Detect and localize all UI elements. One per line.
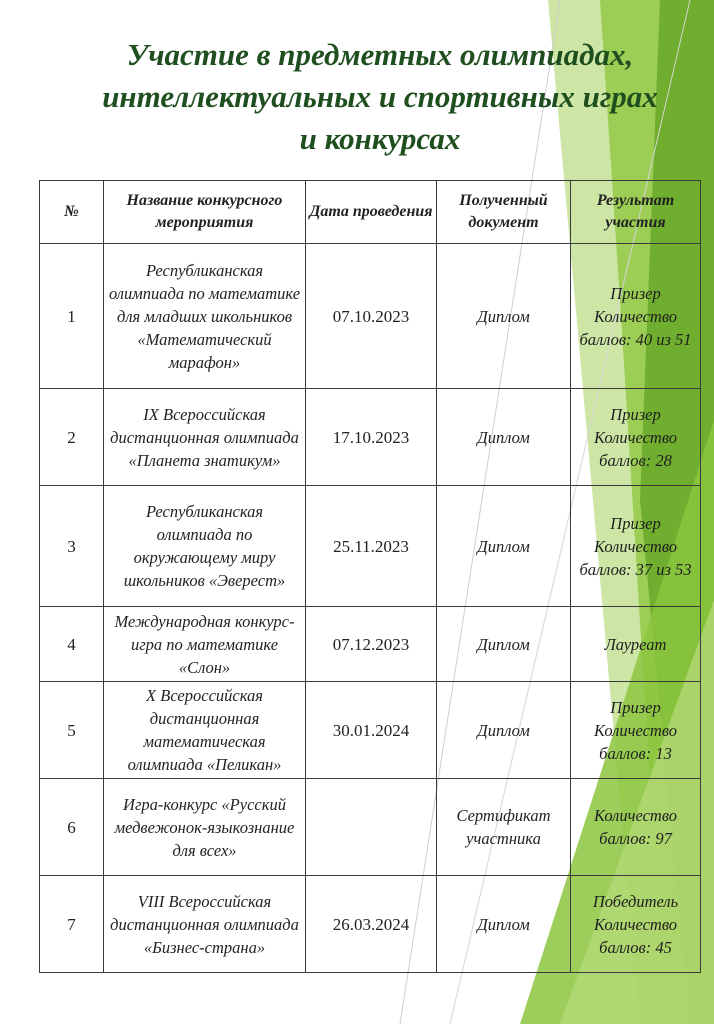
document: Диплом [437, 876, 571, 973]
document: Сертификат участника [437, 779, 571, 876]
table-row [40, 682, 701, 779]
title-line-2: интеллектуальных и спортивных играх [102, 79, 658, 114]
header-number: № [40, 181, 104, 244]
table-header-row [40, 181, 701, 244]
header-document: Полученный документ [437, 181, 571, 244]
event-date: 30.01.2024 [306, 682, 437, 779]
event-date: 07.12.2023 [306, 607, 437, 682]
table-row [40, 486, 701, 607]
event-name: X Всероссийская дистанционная математическая олимпиада «Пеликан» [104, 682, 306, 779]
event-name: Республиканская олимпиада по окружающему миру школьников «Эверест» [104, 486, 306, 607]
table-row [40, 607, 701, 682]
page-title [40, 34, 714, 160]
document: Диплом [437, 682, 571, 779]
result: Призер Количество баллов: 37 из 53 [571, 486, 701, 607]
row-number: 3 [40, 486, 104, 607]
row-number: 2 [40, 389, 104, 486]
result: Лауреат [571, 607, 701, 682]
document: Диплом [437, 244, 571, 389]
event-date: 26.03.2024 [306, 876, 437, 973]
result: Призер Количество баллов: 13 [571, 682, 701, 779]
table-row [40, 779, 701, 876]
event-date [306, 779, 437, 876]
result: Победитель Количество баллов: 45 [571, 876, 701, 973]
document: Диплом [437, 486, 571, 607]
row-number: 1 [40, 244, 104, 389]
event-name: Республиканская олимпиада по математике для младших школьников «Математический марафон» [104, 244, 306, 389]
row-number: 5 [40, 682, 104, 779]
row-number: 6 [40, 779, 104, 876]
event-date: 07.10.2023 [306, 244, 437, 389]
header-date: Дата проведения [306, 181, 437, 244]
event-name: Игра-конкурс «Русский медвежонок-языкознание для всех» [104, 779, 306, 876]
event-date: 25.11.2023 [306, 486, 437, 607]
header-result: Результат участия [571, 181, 701, 244]
table-row [40, 876, 701, 973]
result: Призер Количество баллов: 28 [571, 389, 701, 486]
result: Призер Количество баллов: 40 из 51 [571, 244, 701, 389]
event-name: IX Всероссийская дистанционная олимпиада «Планета знатикум» [104, 389, 306, 486]
event-name: VIII Всероссийская дистанционная олимпиада «Бизнес-страна» [104, 876, 306, 973]
event-date: 17.10.2023 [306, 389, 437, 486]
row-number: 7 [40, 876, 104, 973]
title-line-3: и конкурсах [299, 121, 461, 156]
event-name: Международная конкурс-игра по математике «Слон» [104, 607, 306, 682]
olympiad-table [39, 180, 701, 973]
document: Диплом [437, 389, 571, 486]
result: Количество баллов: 97 [571, 779, 701, 876]
table-row [40, 244, 701, 389]
header-event-name: Название конкурсного мероприятия [104, 181, 306, 244]
table-row [40, 389, 701, 486]
title-line-1: Участие в предметных олимпиадах, [126, 37, 634, 72]
row-number: 4 [40, 607, 104, 682]
document: Диплом [437, 607, 571, 682]
